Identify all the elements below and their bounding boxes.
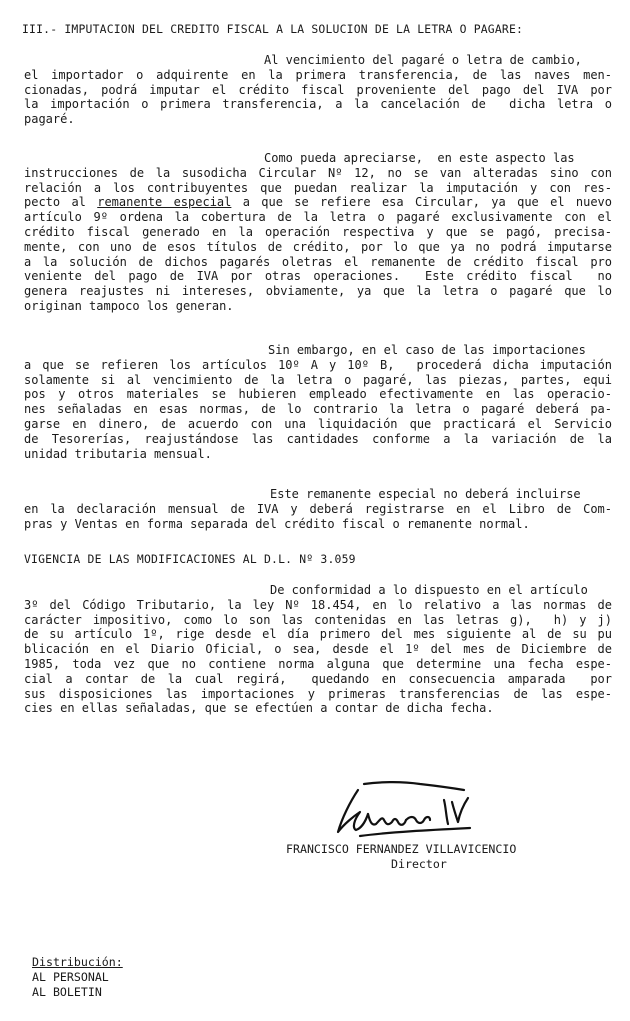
paragraph-line: la importación o primera transferencia, a la cancelación de dicha letra o [24, 97, 612, 112]
paragraph-line: instrucciones de la susodicha Circular Nº 12, no se van alteradas sino con [24, 165, 612, 180]
paragraph-line: Como pueda apreciarse, en este aspecto las [264, 151, 575, 165]
paragraph-line: De conformidad a lo dispuesto en el artículo [270, 583, 588, 597]
paragraph-line: pagaré. [24, 112, 75, 127]
distribution-label: Distribución: [32, 955, 123, 969]
paragraph-line: de su artículo 1º, rige desde el día primero del mes siguiente al de su pu [24, 627, 612, 642]
paragraph-line: crédito fiscal generado en la operación respectiva y que se pagó, precisa- [24, 224, 612, 239]
paragraph-line: genera reajustes ni intereses, obviamente, ya que la letra o pagaré que lo [24, 284, 612, 299]
paragraph-2 [24, 151, 612, 314]
paragraph-line: en la declaración mensual de IVA y deberá registrarse en el Libro de Com- [24, 501, 612, 516]
paragraph-line: de Tesorerías, reajustándose las cantidades conforme a la variación de la [24, 431, 612, 446]
paragraph-1 [24, 53, 612, 127]
paragraph-line: a la solución de dichos pagarés oletras el remanente de crédito fiscal pro [24, 254, 612, 269]
paragraph-line: carácter impositivo, como lo son las contenidas en las letras g), h) y j) [24, 612, 612, 627]
vigencia-heading: VIGENCIA DE LAS MODIFICACIONES AL D.L. Nº 3.059 [24, 552, 356, 566]
paragraph-line: cial a contar de la cual regirá, quedando en consecuencia amparada por [24, 671, 612, 686]
paragraph-line: solamente si al vencimiento de la letra o pagaré, las piezas, partes, equi [24, 372, 612, 387]
paragraph-line: a que se refieren los artículos 10º A y 10º B, procederá dicha imputación [24, 357, 612, 372]
paragraph-line: cionadas, podrá imputar el crédito fiscal proveniente del pago del IVA por [24, 82, 612, 97]
underlined-term: remanente especial [97, 195, 232, 210]
vigencia-paragraph [24, 583, 612, 716]
paragraph-line: unidad tributaria mensual. [24, 446, 212, 461]
signer-title: Director [391, 857, 447, 871]
paragraph-line: originan tampoco los generan. [24, 298, 234, 313]
paragraph-line: Sin embargo, en el caso de las importaciones [268, 343, 586, 357]
paragraph-3 [24, 343, 612, 461]
paragraph-line: relación a los contribuyentes que puedan realizar la imputación y con res- [24, 180, 612, 195]
distribution-item: AL BOLETIN [32, 985, 102, 999]
paragraph-4 [24, 487, 612, 531]
paragraph-line: veniente del pago de IVA por otras operaciones. Este crédito fiscal no [24, 269, 612, 284]
paragraph-line: nes señaladas en esas normas, de lo contrario la letra o pagaré deberá pa- [24, 402, 612, 417]
paragraph-line: pecto al remanente especial a que se refiere esa Circular, ya que el nuevo [24, 195, 612, 210]
section-heading: III.- IMPUTACION DEL CREDITO FISCAL A LA SOLUCION DE LA LETRA O PAGARE: [22, 22, 524, 36]
distribution-item: AL PERSONAL [32, 970, 109, 984]
paragraph-line: garse en dinero, de acuerdo con una liquidación que practicará el Servicio [24, 416, 612, 431]
paragraph-line: 3º del Código Tributario, la ley Nº 18.454, en lo relativo a las normas de [24, 597, 612, 612]
signer-name: FRANCISCO FERNANDEZ VILLAVICENCIO [286, 842, 517, 856]
paragraph-line: Al vencimiento del pagaré o letra de cambio, [264, 53, 582, 67]
paragraph-line: mente, con uno de esos títulos de crédito, por lo que ya no podrá imputarse [24, 239, 612, 254]
paragraph-line: el importador o adquirente en la primera transferencia, de las naves men- [24, 67, 612, 82]
distribution-list [32, 955, 123, 1000]
signature-drawing [320, 772, 480, 842]
paragraph-line: blicación en el Diario Oficial, o sea, desde el 1º del mes de Diciembre de [24, 642, 612, 657]
paragraph-line: pras y Ventas en forma separada del crédito fiscal o remanente normal. [24, 516, 530, 531]
paragraph-line: artículo 9º ordena la cobertura de la letra o pagaré exclusivamente con el [24, 210, 612, 225]
paragraph-line: Este remanente especial no deberá incluirse [270, 487, 581, 501]
paragraph-line: pos y otros materiales se hubieren empleado efectivamente en las operacio- [24, 387, 612, 402]
paragraph-line: sus disposiciones las importaciones y primeras transferencias de las espe- [24, 686, 612, 701]
paragraph-line: 1985, toda vez que no contiene norma alguna que determine una fecha espe- [24, 656, 612, 671]
paragraph-line: cies en ellas señaladas, que se efectúen a contar de dicha fecha. [24, 701, 494, 716]
handwritten-signature [320, 772, 480, 842]
